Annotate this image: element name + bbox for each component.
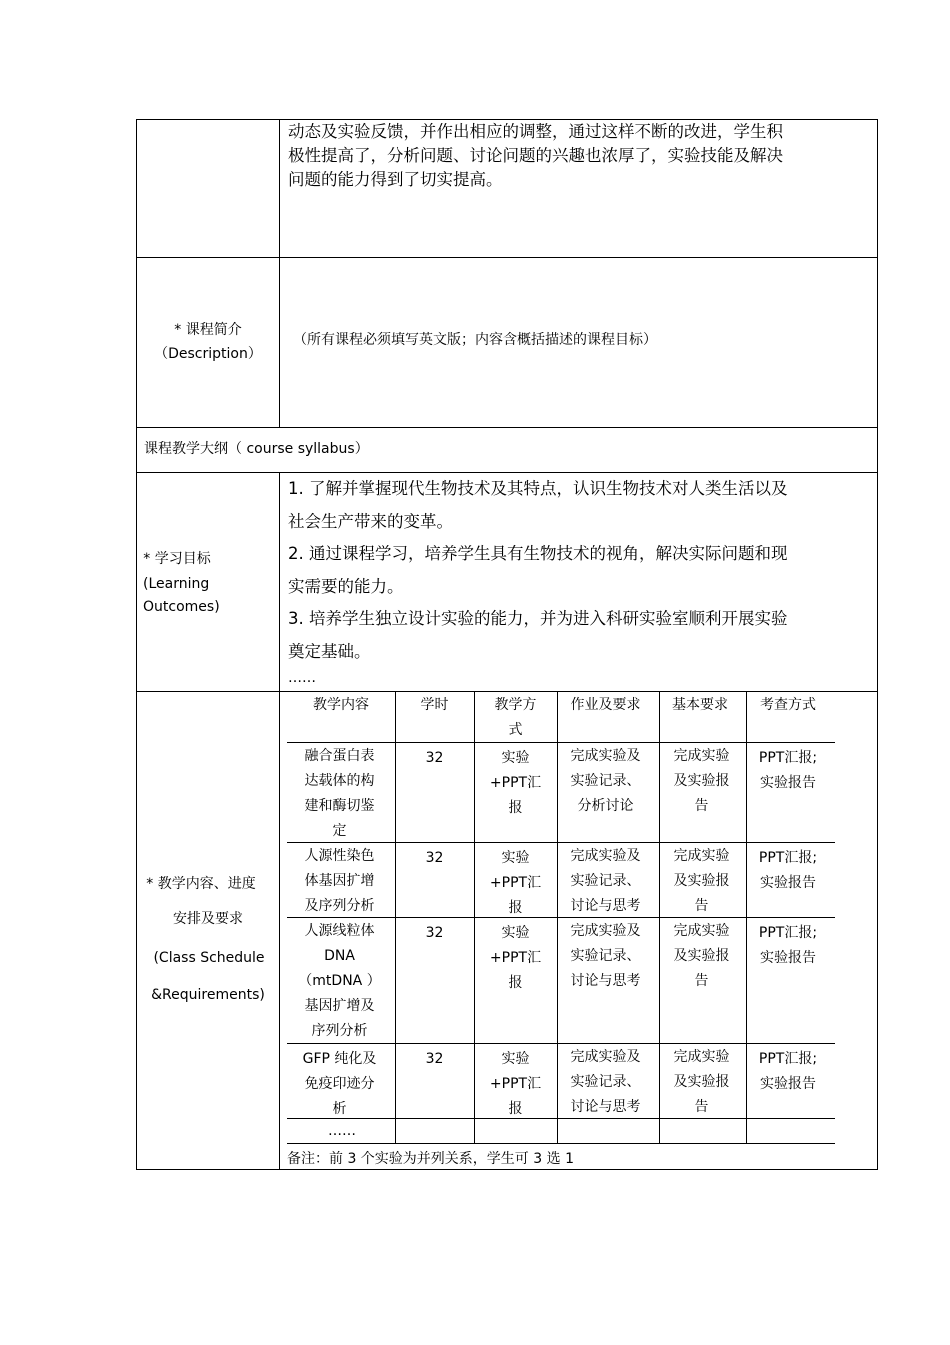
description-label-en: （Description） (154, 346, 262, 362)
schedule-cell-basic: 完成实验 及实验报 告 (673, 748, 730, 814)
objective-line: 实需要的能力。 (288, 577, 404, 596)
schedule-cell-homework: 完成实验及 实验记录、 分析讨论 (570, 748, 641, 814)
schedule-label-cn: 安排及要求 (173, 911, 243, 927)
grid-row-line (287, 742, 835, 743)
row-divider-1 (136, 257, 878, 258)
label-column-divider-bottom (279, 472, 280, 1170)
schedule-cell-basic: 完成实验 及实验报 告 (673, 1049, 730, 1115)
schedule-cell-hours: 32 (425, 1051, 444, 1067)
schedule-header-cell: 教学方 式 (494, 697, 537, 738)
table-bottom-border (136, 1169, 878, 1170)
objective-line: 3. 培养学生独立设计实验的能力，并为进入科研实验室顺利开展实验 (288, 609, 788, 628)
schedule-header-cell: 基本要求 (672, 697, 728, 713)
schedule-cell-basic: 完成实验 及实验报 告 (673, 848, 730, 914)
schedule-remark: 备注：前 3 个实验为并列关系，学生可 3 选 1 (287, 1151, 574, 1167)
learning-outcomes-label-cn: * 学习目标 (143, 551, 211, 567)
schedule-cell-content: GFP 纯化及 免疫印迹分 析 (302, 1051, 377, 1117)
schedule-cell-content: 人源性染色 体基因扩增 及序列分析 (304, 848, 375, 914)
learning-outcomes-label-en: Outcomes) (143, 599, 220, 615)
label-column-divider-top (279, 119, 280, 427)
schedule-cell-homework: 完成实验及 实验记录、 讨论与思考 (570, 923, 641, 989)
schedule-label-en: &Requirements) (151, 987, 265, 1003)
description-note: （所有课程必须填写英文版；内容含概括描述的课程目标） (293, 332, 657, 348)
schedule-cell-hours: 32 (425, 925, 444, 941)
syllabus-header: 课程教学大纲（ course syllabus） (144, 441, 369, 457)
schedule-header-cell: 考查方式 (760, 697, 816, 713)
schedule-cell-content: 融合蛋白表 达载体的构 建和酶切鉴 定 (304, 748, 375, 839)
intro-line: 问题的能力得到了切实提高。 (288, 170, 503, 189)
objective-ellipsis: …… (288, 670, 316, 686)
schedule-cell-assessment: PPT汇报; 实验报告 (758, 925, 818, 966)
schedule-label-cn: * 教学内容、进度 (146, 876, 256, 892)
schedule-cell-assessment: PPT汇报; 实验报告 (758, 1051, 818, 1092)
objective-line: 2. 通过课程学习，培养学生具有生物技术的视角，解决实际问题和现 (288, 544, 788, 563)
schedule-cell-content: 人源线粒体 DNA （mtDNA ） 基因扩增及 序列分析 (298, 923, 381, 1039)
learning-outcomes-label-en: (Learning (143, 576, 210, 592)
row-divider-2 (136, 427, 878, 428)
grid-row-line (287, 1143, 835, 1144)
objective-line: 1. 了解并掌握现代生物技术及其特点，认识生物技术对人类生活以及 (288, 479, 788, 498)
intro-line: 动态及实验反馈，并作出相应的调整，通过这样不断的改进，学生积 (288, 122, 783, 141)
description-label-cn: * 课程简介 (174, 322, 242, 338)
schedule-cell-method: 实验 +PPT汇 报 (489, 750, 542, 816)
schedule-cell-content: …… (328, 1123, 356, 1139)
intro-line: 极性提高了，分析问题、讨论问题的兴趣也浓厚了，实验技能及解决 (288, 146, 783, 165)
schedule-cell-assessment: PPT汇报; 实验报告 (758, 750, 818, 791)
schedule-cell-assessment: PPT汇报; 实验报告 (758, 850, 818, 891)
row-divider-4 (136, 691, 878, 692)
table-left-border (136, 119, 137, 1170)
schedule-header-cell: 作业及要求 (570, 697, 641, 713)
schedule-label-en: (Class Schedule (153, 950, 265, 966)
schedule-cell-method: 实验 +PPT汇 报 (489, 850, 542, 916)
schedule-header-cell: 教学内容 (313, 697, 369, 713)
schedule-header-cell: 学时 (420, 697, 449, 713)
objective-line: 奠定基础。 (288, 642, 371, 661)
schedule-cell-basic: 完成实验 及实验报 告 (673, 923, 730, 989)
schedule-cell-hours: 32 (425, 750, 444, 766)
schedule-cell-hours: 32 (425, 850, 444, 866)
schedule-cell-homework: 完成实验及 实验记录、 讨论与思考 (570, 848, 641, 914)
schedule-cell-method: 实验 +PPT汇 报 (489, 1051, 542, 1117)
objective-line: 社会生产带来的变革。 (288, 512, 453, 531)
schedule-cell-homework: 完成实验及 实验记录、 讨论与思考 (570, 1049, 641, 1115)
table-right-border (877, 119, 878, 1170)
schedule-cell-method: 实验 +PPT汇 报 (489, 925, 542, 991)
